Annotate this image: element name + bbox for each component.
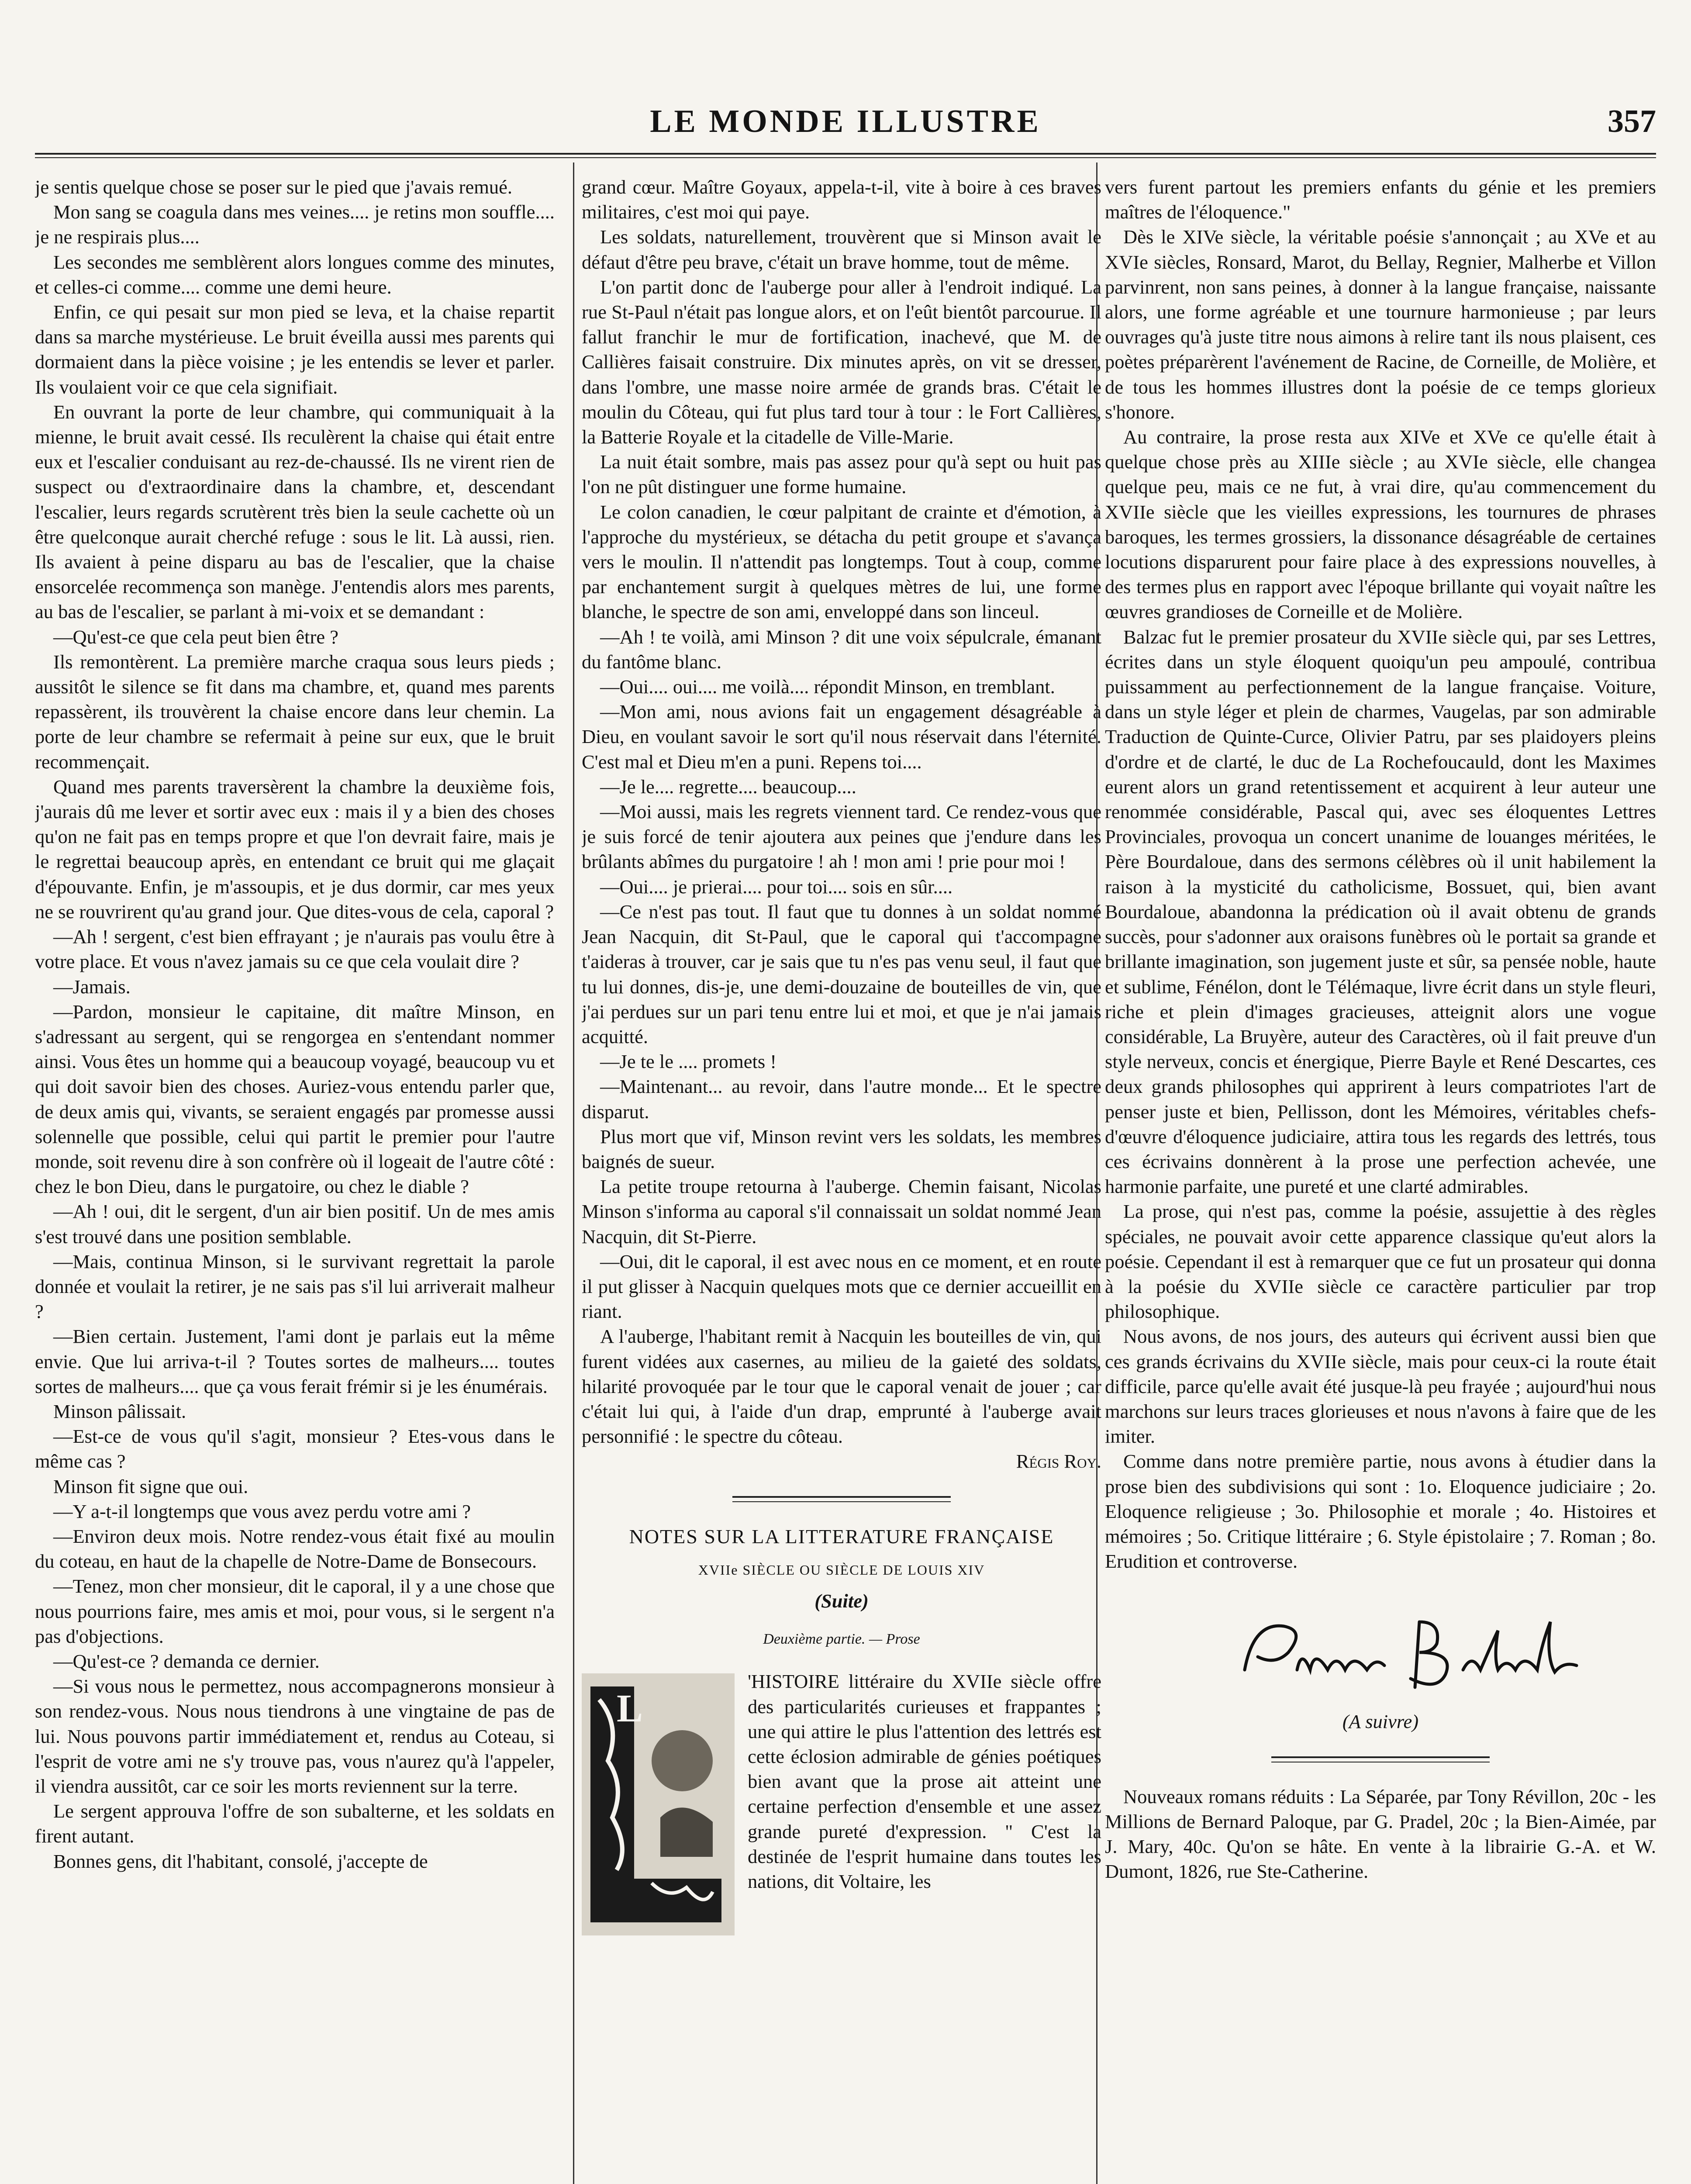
section-part: Deuxième partie. — Prose xyxy=(763,1631,920,1648)
paragraph: —Ah ! oui, dit le sergent, d'un air bien positif. Un de mes amis s'est trouvé dans une position semblable. xyxy=(35,1200,555,1248)
column-2 xyxy=(582,175,1101,2184)
paragraph: —Ah ! te voilà, ami Minson ? dit une voix sépulcrale, émanant du fantôme blanc. xyxy=(582,625,1101,673)
paragraph: —Est-ce de vous qu'il s'agit, monsieur ? Etes-vous dans le même cas ? xyxy=(35,1425,555,1472)
paragraph: —Moi aussi, mais les regrets viennent tard. Ce rendez-vous que je suis forcé de tenir ajoutera aux peines que j'endure dans les brûlants abîmes du purgatoire ! ah ! mon ami ! prie pour moi ! xyxy=(582,801,1101,873)
paragraph: —Jamais. xyxy=(53,975,131,998)
paragraph: Enfin, ce qui pesait sur mon pied se leva, et la chaise repartit dans sa marche mystérieuse. Le bruit éveilla aussi mes parents qui dormaient dans la pièce voisine ; je les entendis se lever et parler. Ils voulaient voir ce que cela signifiait. xyxy=(35,301,555,398)
paragraph: La nuit était sombre, mais pas assez pour qu'à sept ou huit pas l'on ne pût distinguer une forme humaine. xyxy=(582,451,1101,498)
handwritten-signature xyxy=(1236,1604,1656,1700)
column-divider xyxy=(573,162,574,2184)
advertisement: Nouveaux romans réduits : La Séparée, par Tony Révillon, 20c - les Millions de Bernard Paloque, par G. Pradel, 20c ; la Bien-Aimée, par J. Mary, 40c. Qu'on se hâte. En vente à la librairie G.-A. et W. Dumont, 1826, rue Ste-Catherine. xyxy=(1105,1785,1656,1883)
paragraph: Ils remontèrent. La première marche craqua sous leurs pieds ; aussitôt le silence se fit dans ma chambre, et, quand mes parents repassèrent, ils trouvèrent la chaise encore dans leur chemin. La porte de leur chambre se refermait à peine sur eux, que le bruit recommençait. xyxy=(35,650,555,773)
paragraph: Minson pâlissait. xyxy=(53,1400,186,1422)
paragraph: Balzac fut le premier prosateur du XVIIe siècle qui, par ses Lettres, écrites dans un style éloquent quoiqu'un peu ampoulé, contribua puissamment au perfectionnement de la langue française. Voiture, dans un style léger et plein de charmes, Vaugelas, par son admirable Traduction de Quinte-Curce, Olivier Patru, par ses plaidoyers pleins d'ordre et de clarté, le duc de La Rochefoucauld, dont les Maximes eurent alors un grand retentissement et acquirent à leur auteur une renommée considérable, Pascal qui, avec ses éloquentes Lettres Provinciales, provoqua un concert unanime de louanges méritées, le Père Bourdaloue, dans des sermons célèbres où il unit habilement la raison à la mysticité du catholicisme, Bossuet, qui, bien avant Bourdaloue, abandonna la prédication où il avait obtenu de grands succès, pour s'adonner aux oraisons funèbres où le portait sa grande et brillante imagination, son jugement juste et sûr, sa pensée noble, haute et sublime, Fénélon, dont le Télémaque, livre écrit dans un style fleuri, riche et plein d'images gracieuses, atteignit alors une vogue considérable, La Bruyère, auteur des Caractères, où il fait preuve d'un style nerveux, concis et énergique, Pierre Bayle et René Descartes, ces deux grands philosophes qui apprirent à leurs compatriotes l'art de penser juste et bien, Pellisson, dont les Mémoires, véritables chefs-d'œuvre d'éloquence judiciaire, attira tous les regards des lettrés, tous ces écrivains donnèrent à la prose une perfection achevée, une harmonie parfaite, une pureté et une clarté admirables. xyxy=(1105,625,1656,1198)
svg-text:L: L xyxy=(617,1687,643,1731)
paragraph: —Ce n'est pas tout. Il faut que tu donnes à un soldat nommé Jean Nacquin, dit St-Paul, que le caporal qui t'accompagne t'aideras à trouver, car je sais que tu n'es pas venu seul, il faut que tu lui donnes, dis-je, une demi-douzaine de bouteilles de vin, que j'ai perdues sur un pari tenu entre lui et moi, et que je n'ai jamais acquitté. xyxy=(582,900,1101,1047)
paragraph: —Oui, dit le caporal, il est avec nous en ce moment, et en route il put glisser à Nacquin quelques mots que ce dernier accueillit en riant. xyxy=(582,1250,1101,1323)
paragraph: Bonnes gens, dit l'habitant, consolé, j'accepte de xyxy=(53,1850,428,1872)
paragraph: Mon sang se coagula dans mes veines.... je retins mon souffle.... je ne respirais plus.... xyxy=(35,201,555,248)
signature-pierre-bedard-icon xyxy=(1236,1604,1594,1700)
paragraph: Comme dans notre première partie, nous avons à étudier dans la prose bien des subdivisions qui sont : 1o. Eloquence judiciaire ; 2o. Eloquence religieuse ; 3o. Philosophie et morale ; 4o. Histoires et mémoires ; 5o. Critique littéraire ; 6. Style épistolaire ; 7. Roman ; 8o. Erudition et controverse. xyxy=(1105,1450,1656,1572)
section-rule xyxy=(1271,1756,1490,1762)
paragraph: Au contraire, la prose resta aux XIVe et XVe ce qu'elle était à quelque chose près au XIIIe siècle ; au XVIe siècle, elle changea quelque peu, mais ce ne fut, à vrai dire, qu'au commencement du XVIIe siècle que les vieilles expressions, les tournures de phrases baroques, les termes grossiers, la dissonance désagréable de certaines locutions disparurent pour faire place à des expressions nouvelles, à des termes plus en rapport avec l'époque brillante qui voyait naître les œuvres grandioses de Corneille et de Molière. xyxy=(1105,426,1656,623)
paragraph: —Ah ! sergent, c'est bien effrayant ; je n'aurais pas voulu être à votre place. Et vous n'avez jamais su ce que cela voulait dire ? xyxy=(35,926,555,973)
paragraph: La prose, qui n'est pas, comme la poésie, assujettie à des règles spéciales, ne pouvait avoir cette apparence classique qu'eut alors la poésie. Cependant il est à remarquer que ce fut un prosateur qui donna à la poésie du XVIIe siècle ce caractère particulier par trop philosophique. xyxy=(1105,1200,1656,1323)
dropcap-illustration xyxy=(582,1673,735,1935)
paragraph: Les secondes me semblèrent alors longues comme des minutes, et celles-ci comme.... comme une demi heure. xyxy=(35,251,555,298)
paragraph: Le sergent approuva l'offre de son subalterne, et les soldats en firent autant. xyxy=(35,1800,555,1847)
paragraph: Le colon canadien, le cœur palpitant de crainte et d'émotion, à l'approche du mystérieux, se détacha du petit groupe et s'avança vers le moulin. Il n'attendit pas longtemps. Tout à coup, comme par enchantement surgit à quelques mètres de lui, une forme blanche, le spectre de son ami, enveloppé dans son linceul. xyxy=(582,501,1101,623)
section-suite: (Suite) xyxy=(814,1590,869,1612)
header-rule-thin xyxy=(35,157,1656,158)
paragraph: —Qu'est-ce que cela peut bien être ? xyxy=(53,625,338,648)
column-1 xyxy=(35,175,555,2184)
paragraph: vers furent partout les premiers enfants du génie et les premiers maîtres de l'éloquence." xyxy=(1105,176,1656,223)
paragraph: Les soldats, naturellement, trouvèrent que si Minson avait le défaut d'être peu brave, c'était un brave homme, tout de même. xyxy=(582,226,1101,273)
paragraph: —Oui.... je prierai.... pour toi.... sois en sûr.... xyxy=(600,875,953,898)
paragraph: —Mais, continua Minson, si le survivant regrettait la parole donnée et voulait la retirer, je ne sais pas s'il lui arriverait malheur ? xyxy=(35,1250,555,1323)
newspaper-title: LE MONDE ILLUSTRE xyxy=(650,104,1041,139)
paragraph: —Tenez, mon cher monsieur, dit le caporal, il y a une chose que nous pourrions faire, mes amis et moi, pour vous, si le sergent n'a pas d'objections. xyxy=(35,1575,555,1647)
paragraph: Nous avons, de nos jours, des auteurs qui écrivent aussi bien que ces grands écrivains du XVIIe siècle, mais pour ceux-ci la route était difficile, parce qu'elle avait été jusque-là peu frayée ; aujourd'hui nous marchons sur leurs traces glorieuses et nous n'avons à faire que de les imiter. xyxy=(1105,1325,1656,1448)
paragraph: —Mon ami, nous avions fait un engagement désagréable à Dieu, en voulant savoir le sort qu'il nous réservait dans l'éternité. C'est mal et Dieu m'en a puni. Repens toi.... xyxy=(582,701,1101,773)
paragraph: L'on partit donc de l'auberge pour aller à l'endroit indiqué. La rue St-Paul n'était pas longue alors, et on l'eût bientôt parcourue. Il fallut franchir le mur de fortification, inachevé, que M. de Callières faisait construire. Dix minutes après, on vit se dresser, dans l'ombre, une masse noire armée de grands bras. C'était le moulin du Côteau, qui fut plus tard tour à tour : le Fort Callières, la Batterie Royale et la citadelle de Ville-Marie. xyxy=(582,276,1101,448)
paragraph: La petite troupe retourna à l'auberge. Chemin faisant, Nicolas Minson s'informa au caporal s'il connaissait un soldat nommé Jean Nacquin, dit St-Pierre. xyxy=(582,1175,1101,1248)
paragraph: Dès le XIVe siècle, la véritable poésie s'annonçait ; au XVe et au XVIe siècles, Ronsard, Marot, du Bellay, Regnier, Malherbe et Villon parvinrent, non sans peines, à donner à la langue française, naissante alors, une forme agréable et une tournure harmonieuse ; par leurs ouvrages qu'à juste titre nous aimons à relire tant ils nous plaisent, ces poètes préparèrent l'avénement de Racine, de Corneille, de Molière, et de tous les hommes illustres dont la poésie de ce temps glorieux s'honore. xyxy=(1105,226,1656,423)
paragraph: —Maintenant... au revoir, dans l'autre monde... Et le spectre disparut. xyxy=(582,1075,1101,1123)
paragraph: Minson fit signe que oui. xyxy=(53,1475,248,1497)
section-title: NOTES SUR LA LITTERATURE FRANÇAISE xyxy=(629,1525,1054,1548)
paragraph: je sentis quelque chose se poser sur le pied que j'avais remué. xyxy=(35,176,512,198)
author-signature: Régis Roy. xyxy=(1016,1450,1101,1472)
paragraph: grand cœur. Maître Goyaux, appela-t-il, vite à boire à ces braves militaires, c'est moi qui paye. xyxy=(582,176,1101,223)
column-3 xyxy=(1105,175,1656,2184)
page-number: 357 xyxy=(1608,104,1656,139)
section-subtitle: XVIIe SIÈCLE OU SIÈCLE DE LOUIS XIV xyxy=(698,1562,985,1578)
paragraph: —Y a-t-il longtemps que vous avez perdu votre ami ? xyxy=(53,1500,471,1522)
paragraph: Plus mort que vif, Minson revint vers les soldats, les membres baignés de sueur. xyxy=(582,1125,1101,1172)
section-rule xyxy=(732,1496,951,1502)
paragraph: En ouvrant la porte de leur chambre, qui communiquait à la mienne, le bruit avait cessé. Ils reculèrent la chaise qui était entre eux et l'escalier conduisant au rez-de-chaussé. Ils ne virent rien de suspect ou d'extraordinaire dans la chambre, et, descendant l'escalier, leurs regards scrutèrent très bien la seule cachette où un être quelconque aurait cherché refuge : sous le lit. Là aussi, rien. Ils avaient à peine disparu au bas de l'escalier, que la chaise ensorcelée recommença son manège. J'entendis alors mes parents, au bas de l'escalier, se parlant à mi-voix et se demandant : xyxy=(35,401,555,623)
paragraph: A l'auberge, l'habitant remit à Nacquin les bouteilles de vin, qui furent vidées aux casernes, au milieu de la gaieté des soldats, hilarité provoquée par le tour que le caporal venait de jouer ; car c'était lui qui, à l'aide d'un drap, emprunté à l'auberge avait personnifié : le spectre du côteau. xyxy=(582,1325,1101,1448)
page-header xyxy=(35,103,1656,151)
header-rule xyxy=(35,153,1656,155)
paragraph: —Environ deux mois. Notre rendez-vous était fixé au moulin du coteau, en haut de la chapelle de Notre-Dame de Bonsecours. xyxy=(35,1525,555,1572)
paragraph: —Oui.... oui.... me voilà.... répondit Minson, en tremblant. xyxy=(600,676,1055,698)
paragraph: —Je te le .... promets ! xyxy=(600,1051,777,1073)
decorated-letter-l-icon xyxy=(582,1673,735,1935)
paragraph: —Pardon, monsieur le capitaine, dit maître Minson, en s'adressant au sergent, qui se rengorgea en s'entendant nommer ainsi. Vous êtes un homme qui a beaucoup voyagé, beaucoup vu et qui doit savoir bien des choses. Auriez-vous entendu parler que, de deux amis qui, vivants, se seraient engagés par promesse aussi solennelle que possible, celui qui partit le premier pour l'autre monde, soit revenu dire à son confrère où il logeait de l'autre côté : chez le bon Dieu, dans le purgatoire, ou chez le diable ? xyxy=(35,1000,555,1198)
paragraph: Quand mes parents traversèrent la chambre la deuxième fois, j'aurais dû me lever et sortir avec eux : mais il y a bien des choses qu'on ne fait pas en temps propre et que l'on devrait faire, mais je le regrettai beaucoup après, en entendant ce bruit qui me glaçait d'épouvante. Enfin, je m'assoupis, et je dus dormir, car mes yeux ne se rouvrirent qu'au grand jour. Que dites-vous de cela, caporal ? xyxy=(35,775,555,923)
paragraph: —Bien certain. Justement, l'ami dont je parlais eut la même envie. Que lui arriva-t-il ? Toutes sortes de malheurs.... toutes sortes de malheurs.... que ça vous ferait frémir si je les énumérais. xyxy=(35,1325,555,1397)
paragraph: —Si vous nous le permettez, nous accompagnerons monsieur à son rendez-vous. Nous nous tiendrons à une vingtaine de pas de lui. Nous pouvons partir immédiatement et, rendus au Coteau, si l'esprit de votre ami ne s'y trouve pas, vous n'aurez qu'à l'appeler, il viendra aussitôt, car ce soir les morts reviennent sur la terre. xyxy=(35,1675,555,1797)
paragraph: —Qu'est-ce ? demanda ce dernier. xyxy=(53,1650,320,1672)
paragraph: —Je le.... regrette.... beaucoup.... xyxy=(600,775,856,798)
dropcap-paragraph: 'HISTOIRE littéraire du XVIIe siècle offre des particularités curieuses et frappantes ; une qui attire le plus l'attention des lettrés est cette éclosion admirable de génies poétiques bien avant que la prose ait atteint une certaine perfection d'ensemble et une assez grande pureté d'expression. " C'est la destinée de l'esprit humaine dans toutes les nations, dit Voltaire, les xyxy=(748,1670,1101,1892)
to-be-continued: (A suivre) xyxy=(1342,1711,1419,1733)
